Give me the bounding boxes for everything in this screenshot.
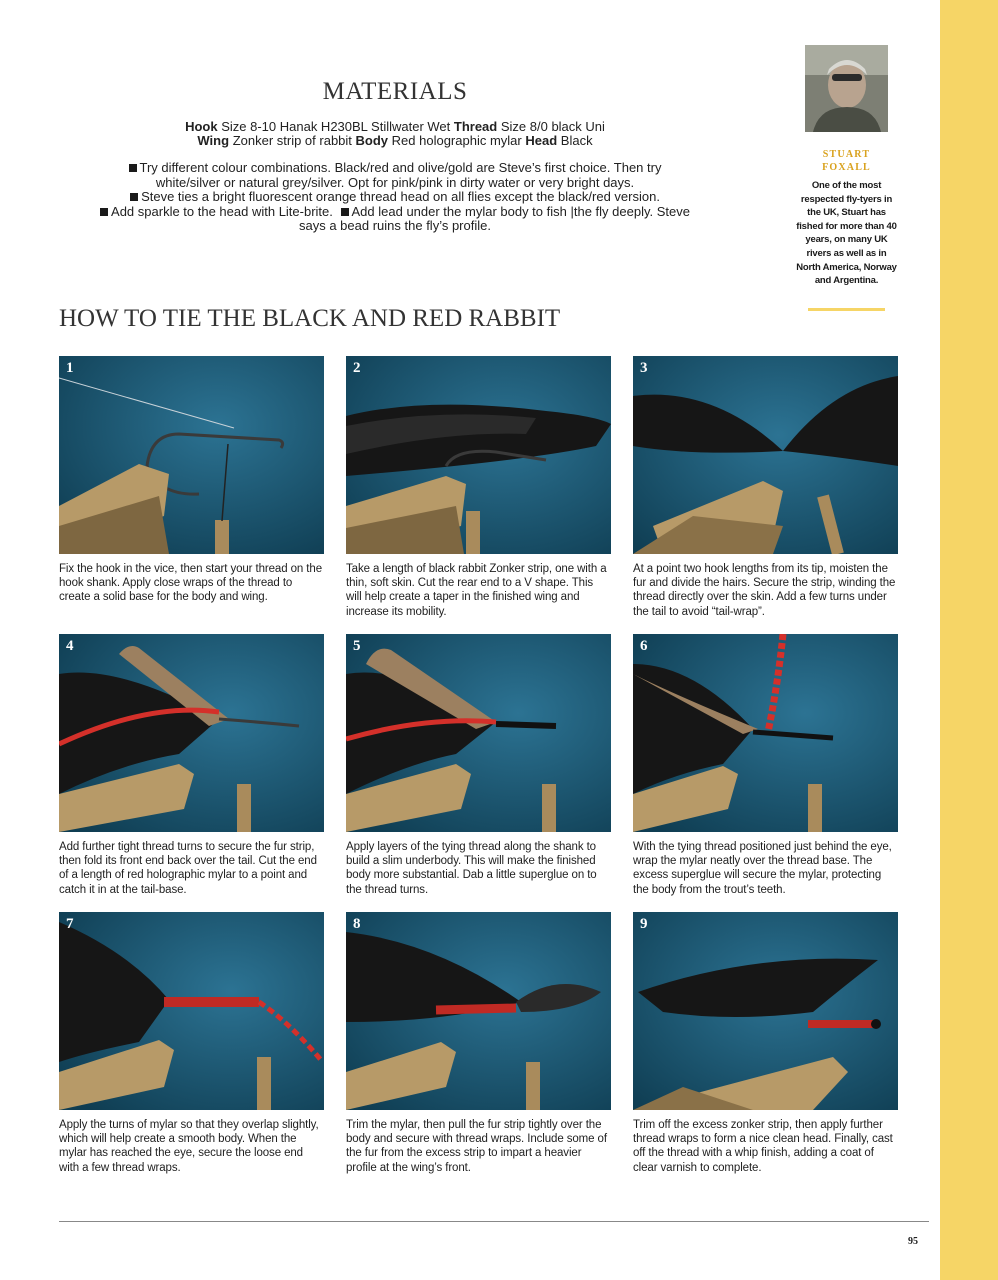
step-caption: Add further tight thread turns to secure the fur strip, then fold its front end back over the tail. Cut the end of a length of red holographic mylar to a point and catch it in at the tail-base.	[59, 841, 317, 896]
step-number: 8	[353, 916, 361, 932]
material-label: Thread	[453, 119, 498, 134]
step-photo	[59, 634, 324, 832]
tip-text: Add lead under the mylar body to fish |the fly deeply. Steve says a bead ruins the fly’s profile.	[299, 203, 690, 233]
step-caption: With the tying thread positioned just behind the eye, wrap the mylar neatly over the thread base. The excess superglue will secure the mylar, protecting the body from the trout’s teeth.	[633, 841, 892, 896]
bullet-square-icon	[130, 193, 138, 201]
step-number: 6	[640, 638, 648, 654]
bullet-square-icon	[341, 208, 349, 216]
step-photo	[633, 634, 898, 832]
materials-line-2	[100, 133, 690, 148]
step-number: 2	[353, 360, 361, 376]
step-photo	[59, 912, 324, 1110]
author-divider	[808, 308, 885, 311]
materials-heading: MATERIALS	[322, 78, 468, 105]
step-caption: Fix the hook in the vice, then start your thread on the hook shank. Apply close wraps of the thread to create a solid base for the body and wing.	[59, 563, 322, 604]
step-photo	[346, 912, 611, 1110]
author-name	[795, 148, 898, 174]
step-4	[59, 634, 324, 897]
step-number: 5	[353, 638, 361, 654]
materials-line-1	[100, 119, 690, 134]
material-label: Head	[525, 133, 558, 148]
author-photo	[805, 45, 888, 132]
bullet-square-icon	[100, 208, 108, 216]
step-photo	[633, 356, 898, 554]
material-value: Size 8-10 Hanak H230BL Stillwater Wet	[221, 119, 451, 134]
step-caption: Take a length of black rabbit Zonker strip, one with a thin, soft skin. Cut the rear end to a V shape. This will help create a taper in the finished wing and increase its mobility.	[346, 563, 607, 618]
tip-text: Steve ties a bright fluorescent orange thread head on all flies except the black/red version.	[141, 189, 660, 204]
tip-text: Try different colour combinations. Black/red and olive/gold are Steve’s first choice. Then try white/silver or natural grey/silver. Opt for pink/pink in dirty water or very bright days.	[139, 160, 662, 190]
author-name-line: FOXALL	[822, 162, 871, 173]
step-3	[633, 356, 898, 619]
step-caption: Apply the turns of mylar so that they overlap slightly, which will help create a smooth body. When the mylar has reached the eye, secure the loose end with a few thread wraps.	[59, 1119, 319, 1174]
step-number: 9	[640, 916, 648, 932]
step-6	[633, 634, 898, 897]
step-9	[633, 912, 898, 1175]
bullet-square-icon	[129, 164, 137, 172]
page-number: 95	[908, 1236, 918, 1247]
step-photo	[346, 634, 611, 832]
step-8	[346, 912, 611, 1175]
step-photo	[59, 356, 324, 554]
materials-tips	[100, 161, 690, 234]
material-value: Size 8/0 black Uni	[500, 119, 605, 134]
step-caption: Apply layers of the tying thread along the shank to build a slim underbody. This will make the finished body more substantial. Dab a little superglue on to the thread turns.	[346, 841, 597, 896]
step-photo	[633, 912, 898, 1110]
step-1	[59, 356, 324, 605]
author-bio: One of the most respected fly-tyers in the UK, Stuart has fished for more than 40 years, on many UK rivers as well as in North America, Norway and Argentina.	[796, 180, 897, 287]
step-photo	[346, 356, 611, 554]
step-caption: Trim the mylar, then pull the fur strip tightly over the body and secure with thread wraps. Include some of the fur from the excess strip to impart a heavier profile at the wing’s front.	[346, 1119, 607, 1174]
section-title: HOW TO TIE THE BLACK AND RED RABBIT	[59, 305, 561, 332]
material-label: Body	[355, 133, 389, 148]
step-number: 7	[66, 916, 74, 932]
step-caption: At a point two hook lengths from its tip, moisten the fur and divide the hairs. Secure the strip, winding the thread directly over the skin. Add a few turns under the tail to avoid “tail-wrap”.	[633, 563, 896, 618]
material-label: Hook	[185, 119, 218, 134]
material-value: Zonker strip of rabbit	[232, 133, 352, 148]
author-name-line: STUART	[822, 149, 871, 160]
step-caption: Trim off the excess zonker strip, then apply further thread wraps to form a nice clean head. Finally, cast off the thread with a whip finish, adding a coat of clear varnish to complete.	[633, 1119, 893, 1174]
step-number: 3	[640, 360, 648, 376]
page-edge-color-bar	[940, 0, 998, 1280]
step-number: 4	[66, 638, 74, 654]
material-value: Black	[560, 133, 593, 148]
step-2	[346, 356, 611, 619]
footer-rule	[59, 1221, 929, 1222]
tip-text: Add sparkle to the head with Lite-brite.	[111, 203, 333, 219]
material-label: Wing	[197, 133, 230, 148]
material-value: Red holographic mylar	[391, 133, 522, 148]
step-5	[346, 634, 611, 897]
step-7	[59, 912, 324, 1175]
step-number: 1	[66, 360, 74, 376]
